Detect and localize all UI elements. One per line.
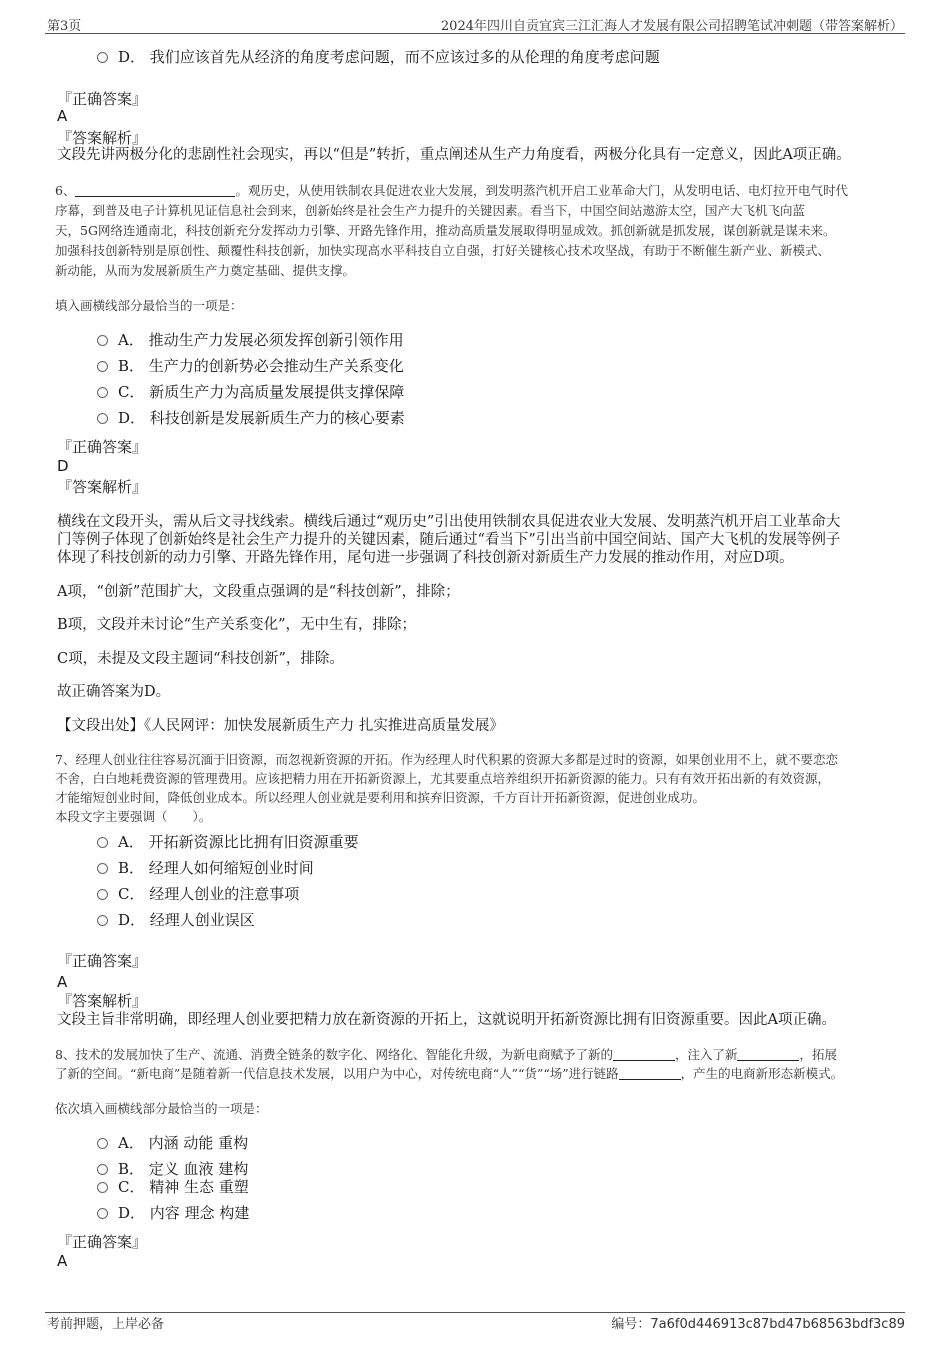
q6-number: 6、 <box>55 183 76 198</box>
q7-stem-line-2: 不舍，白白地耗费资源的管理费用。应该把精力用在开拓新资源上，尤其要重点培养组织开拓新资源的能力。只有有效开拓出新的有效资源， <box>55 771 831 786</box>
q8-blank-2 <box>737 1048 799 1061</box>
q6-stem-line-5: 新动能，从而为发展新质生产力奠定基础、提供支撑。 <box>55 263 356 278</box>
q8-stem-part-3: ，拓展 <box>799 1047 837 1062</box>
radio-icon[interactable] <box>97 915 108 926</box>
q8-option-a[interactable] <box>97 1133 248 1153</box>
q7-option-a-text: A． 开拓新资源比比拥有旧资源重要 <box>118 833 359 851</box>
q6-option-c[interactable] <box>97 382 404 402</box>
q6-analysis-line-3: 体现了科技创新的动力引擎、开路先锋作用，尾句进一步强调了科技创新对新质生产力发展的推动作用，对应D项。 <box>57 550 794 566</box>
q7-stem-line-3: 才能缩短创业时间，降低创业成本。所以经理人创业就是要利用和摈弃旧资源，千方百计开拓新资源，促进创业成功。 <box>55 790 706 805</box>
q5-analysis-label: 『答案解析』 <box>57 129 148 147</box>
q6-option-d[interactable] <box>97 408 405 428</box>
document-id-label: 编号： <box>611 1317 651 1332</box>
q8-stem-part-2: ，注入了新 <box>674 1047 738 1062</box>
q6-option-c-note: C项，未提及文段主题词“科技创新”，排除。 <box>57 651 344 667</box>
q8-correct-answer-label: 『正确答案』 <box>57 1233 148 1251</box>
q5-analysis-text: 文段先讲两极分化的悲剧性社会现实，再以“但是”转折，重点阐述从生产力角度看，两极分化具有一定意义，因此A项正确。 <box>57 147 851 163</box>
q6-option-c-text: C． 新质生产力为高质量发展提供支撑保障 <box>118 383 405 401</box>
header-divider <box>45 33 905 34</box>
q6-option-b-text: B． 生产力的创新势必会推动生产关系变化 <box>118 357 404 375</box>
q7-option-c[interactable] <box>97 884 299 904</box>
q5-option-d-text: D． 我们应该首先从经济的角度考虑问题，而不应该过多的从伦理的角度考虑问题 <box>118 48 660 66</box>
document-id-value: 7a6f0d446913c87bd47b68563bdf3c89 <box>650 1317 905 1332</box>
radio-icon[interactable] <box>97 387 108 398</box>
q6-option-a-text: A． 推动生产力发展必须发挥创新引领作用 <box>118 331 404 349</box>
q7-option-a[interactable] <box>97 832 359 852</box>
q8-option-d[interactable] <box>97 1203 249 1223</box>
q7-option-d-text: D． 经理人创业误区 <box>118 911 255 929</box>
q8-option-d-text: D． 内容 理念 构建 <box>118 1204 250 1222</box>
q6-stem-line-2: 序幕，到普及电子计算机见证信息社会到来，创新始终是社会生产力提升的关键因素。看当下，中国空间站遨游太空，国产大飞机飞向蓝 <box>55 203 806 218</box>
q8-option-b[interactable] <box>97 1159 248 1179</box>
q6-stem-after-blank: 。观历史，从使用铁制农具促进农业大发展，到发明蒸汽机开启工业革命大门，从发明电话、电灯拉开电气时代 <box>235 183 848 198</box>
q6-analysis-label: 『答案解析』 <box>57 478 148 496</box>
radio-icon[interactable] <box>97 889 108 900</box>
page-number: 第3页 <box>47 19 82 34</box>
q8-stem-line-2 <box>55 1064 843 1084</box>
q6-option-d-text: D． 科技创新是发展新质生产力的核心要素 <box>118 409 405 427</box>
q8-stem-line-2-part-1: 了新的空间。“新电商”是随着新一代信息技术发展，以用户为中心，对传统电商“人”“货”“场”进行链路 <box>55 1066 619 1081</box>
q7-option-c-text: C． 经理人创业的注意事项 <box>118 885 300 903</box>
q5-option-d[interactable] <box>97 47 660 67</box>
q7-stem-line-4: 本段文字主要强调（ ）。 <box>55 809 212 824</box>
document-title: 2024年四川自贡宜宾三江汇海人才发展有限公司招聘笔试冲刺题（带答案解析） <box>440 19 903 34</box>
q7-correct-answer-label: 『正确答案』 <box>57 952 148 970</box>
q6-source: 【文段出处】《人民网评：加快发展新质生产力 扎实推进高质量发展》 <box>57 718 504 734</box>
q8-prompt: 依次填入画横线部分最恰当的一项是： <box>55 1101 268 1116</box>
q7-option-b-text: B． 经理人如何缩短创业时间 <box>118 859 314 877</box>
q6-option-a[interactable] <box>97 330 404 350</box>
q6-correct-answer-label: 『正确答案』 <box>57 438 148 456</box>
q8-stem-line-2-part-2: ，产生的电商新形态新模式。 <box>680 1066 844 1081</box>
q6-stem-line-4: 加强科技创新特别是原创性、颠覆性科技创新，加快实现高水平科技自立自强，打好关键核心技术攻坚战，有助于不断催生新产业、新模式、 <box>55 243 831 258</box>
q6-conclusion: 故正确答案为D。 <box>57 684 171 700</box>
q7-option-b[interactable] <box>97 858 314 878</box>
document-id <box>611 1313 905 1332</box>
q6-answer: D <box>57 457 69 475</box>
footer-slogan: 考前押题，上岸必备 <box>47 1317 165 1332</box>
radio-icon[interactable] <box>97 413 108 424</box>
q7-stem-line-1: 7、经理人创业往往容易沉湎于旧资源，而忽视新资源的开拓。作为经理人时代积累的资源大多都是过时的资源，如果创业用不上，就不要恋恋 <box>55 752 838 767</box>
q6-blank <box>75 184 235 197</box>
q8-option-a-text: A． 内涵 动能 重构 <box>118 1134 249 1152</box>
q6-prompt: 填入画横线部分最恰当的一项是： <box>55 298 243 313</box>
radio-icon[interactable] <box>97 1164 108 1175</box>
q8-stem-part-1: 8、技术的发展加快了生产、流通、消费全链条的数字化、网络化、智能化升级，为新电商赋予了新的 <box>55 1047 613 1062</box>
q7-option-d[interactable] <box>97 910 255 930</box>
q7-analysis-text: 文段主旨非常明确，即经理人创业要把精力放在新资源的开拓上，这就说明开拓新资源比拥有旧资源重要。因此A项正确。 <box>57 1012 836 1028</box>
radio-icon[interactable] <box>97 52 108 63</box>
q7-analysis-label: 『答案解析』 <box>57 992 148 1010</box>
q6-stem-line-1 <box>55 181 848 201</box>
q5-answer: A <box>57 107 68 125</box>
q6-analysis-line-2: 门等例子体现了创新始终是社会生产力提升的关键因素，随后通过“看当下”引出当前中国空间站、国产大飞机的发展等例子 <box>57 532 841 548</box>
radio-icon[interactable] <box>97 1182 108 1193</box>
radio-icon[interactable] <box>97 361 108 372</box>
q8-blank-1 <box>613 1048 675 1061</box>
q6-stem-line-3: 天，5G网络连通南北，科技创新充分发挥动力引擎、开路先锋作用，推动高质量发展取得明显成效。抓创新就是抓发展，谋创新就是谋未来。 <box>55 223 836 238</box>
q8-blank-3 <box>619 1067 681 1080</box>
q6-analysis-line-1: 横线在文段开头，需从后文寻找线索。横线后通过“观历史”引出使用铁制农具促进农业大发展、发明蒸汽机开启工业革命大 <box>57 514 841 530</box>
q8-option-c[interactable] <box>97 1177 249 1197</box>
q8-answer: A <box>57 1252 68 1270</box>
q6-option-b-note: B项，文段并未讨论“生产关系变化”，无中生有，排除； <box>57 617 416 633</box>
q8-stem-line-1 <box>55 1045 837 1065</box>
q8-option-c-text: C． 精神 生态 重塑 <box>118 1178 249 1196</box>
radio-icon[interactable] <box>97 863 108 874</box>
radio-icon[interactable] <box>97 1138 108 1149</box>
q6-option-a-note: A项，“创新”范围扩大，文段重点强调的是“科技创新”，排除； <box>57 584 460 600</box>
radio-icon[interactable] <box>97 1208 108 1219</box>
q5-correct-answer-label: 『正确答案』 <box>57 90 148 108</box>
q6-option-b[interactable] <box>97 356 404 376</box>
radio-icon[interactable] <box>97 837 108 848</box>
q7-answer: A <box>57 973 68 991</box>
q8-option-b-text: B． 定义 血液 建构 <box>118 1160 249 1178</box>
radio-icon[interactable] <box>97 335 108 346</box>
